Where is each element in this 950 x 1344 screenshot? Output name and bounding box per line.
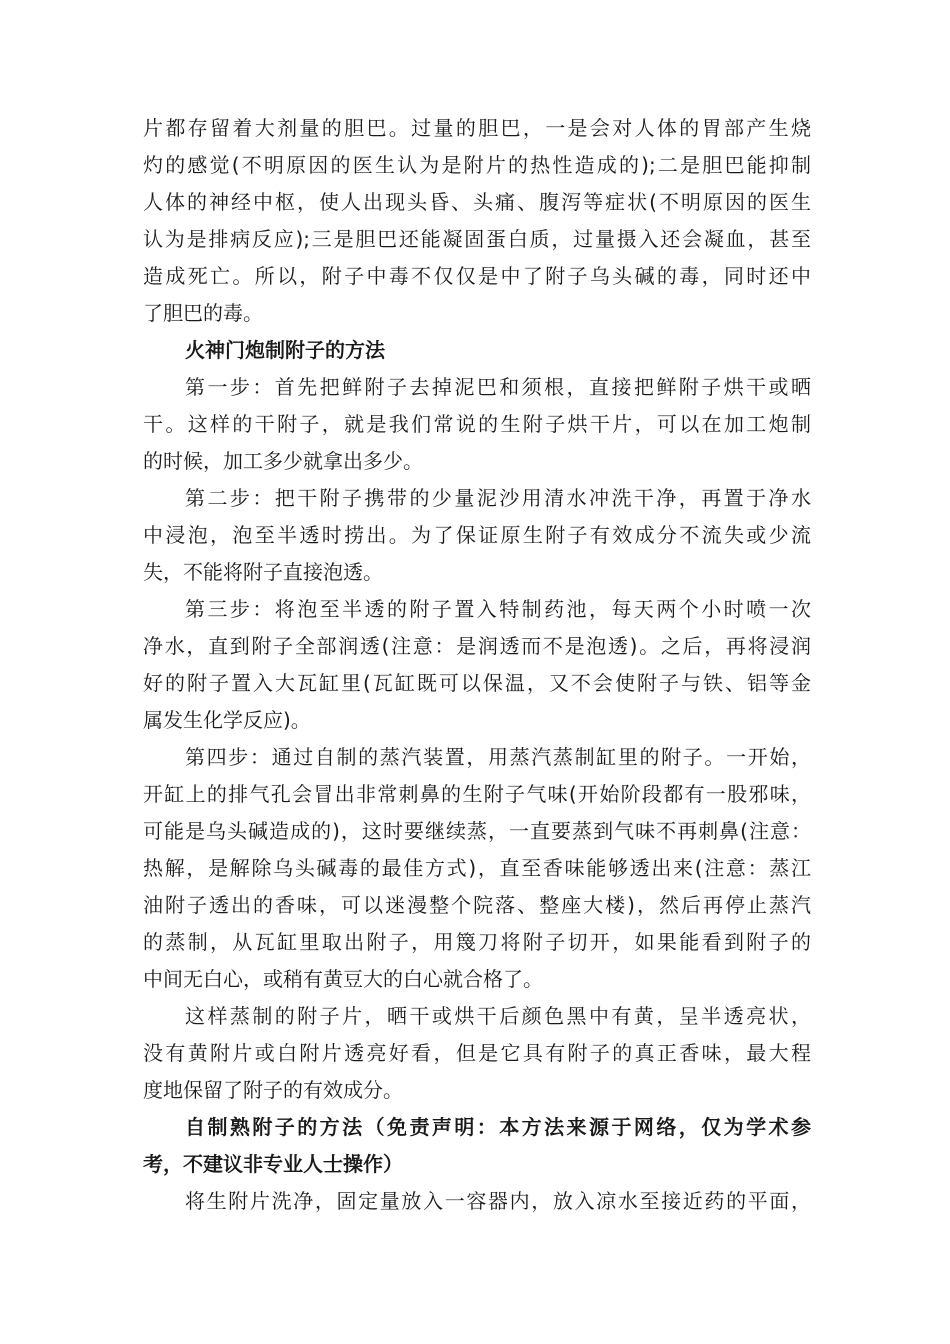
text-line: 了胆巴的毒。 bbox=[143, 301, 263, 325]
text-line: 片都存留着大剂量的胆巴。过量的胆巴，一是会对人体的胃部产生烧 bbox=[143, 116, 811, 140]
text-line: 净水，直到附子全部润透(注意：是润透而不是泡透)。之后，再将浸润 bbox=[143, 634, 811, 658]
paragraph bbox=[143, 369, 811, 480]
paragraph bbox=[143, 739, 811, 998]
text-line: 的蒸制，从瓦缸里取出附子，用篾刀将附子切开，如果能看到附子的 bbox=[143, 930, 811, 954]
text-line: 造成死亡。所以，附子中毒不仅仅是中了附子乌头碱的毒，同时还中 bbox=[143, 264, 811, 288]
text-line: 属发生化学反应)。 bbox=[143, 708, 311, 732]
heading-line: 自制熟附子的方法（免责声明：本方法来源于网络，仅为学术参 bbox=[185, 1115, 811, 1139]
section-heading bbox=[143, 332, 811, 369]
paragraph bbox=[143, 591, 811, 739]
text-line: 将生附片洗净，固定量放入一容器内，放入凉水至接近药的平面， bbox=[185, 1189, 811, 1213]
text-line: 第二步：把干附子携带的少量泥沙用清水冲洗干净，再置于净水 bbox=[185, 486, 811, 510]
text-line: 第四步：通过自制的蒸汽装置，用蒸汽蒸制缸里的附子。一开始， bbox=[185, 745, 811, 769]
text-line: 好的附子置入大瓦缸里(瓦缸既可以保温，又不会使附子与铁、铝等金 bbox=[143, 671, 811, 695]
text-line: 失，不能将附子直接泡透。 bbox=[143, 560, 383, 584]
text-line: 第一步：首先把鲜附子去掉泥巴和须根，直接把鲜附子烘干或晒 bbox=[185, 375, 811, 399]
text-line: 热解，是解除乌头碱毒的最佳方式)，直至香味能够透出来(注意：蒸江 bbox=[143, 856, 811, 880]
paragraph bbox=[143, 110, 811, 332]
text-line: 干。这样的干附子，就是我们常说的生附子烘干片，可以在加工炮制 bbox=[143, 412, 811, 436]
text-line: 油附子透出的香味，可以迷漫整个院落、整座大楼)，然后再停止蒸汽 bbox=[143, 893, 811, 917]
text-line: 第三步：将泡至半透的附子置入特制药池，每天两个小时喷一次 bbox=[185, 597, 811, 621]
text-line: 可能是乌头碱造成的)，这时要继续蒸，一直要蒸到气味不再刺鼻(注意： bbox=[143, 819, 811, 843]
text-line: 度地保留了附子的有效成分。 bbox=[143, 1078, 403, 1102]
text-line: 中间无白心，或稍有黄豆大的白心就合格了。 bbox=[143, 967, 543, 991]
paragraph bbox=[143, 1183, 811, 1220]
text-line: 开缸上的排气孔会冒出非常刺鼻的生附子气味(开始阶段都有一股邪味， bbox=[143, 782, 811, 806]
section-heading bbox=[143, 1109, 811, 1183]
text-line: 灼的感觉(不明原因的医生认为是附片的热性造成的);二是胆巴能抑制 bbox=[143, 153, 811, 177]
text-line: 认为是排病反应);三是胆巴还能凝固蛋白质，过量摄入还会凝血，甚至 bbox=[143, 227, 811, 251]
heading-line: 考，不建议非专业人士操作） bbox=[143, 1152, 403, 1176]
text-line: 中浸泡，泡至半透时捞出。为了保证原生附子有效成分不流失或少流 bbox=[143, 523, 811, 547]
text-line: 的时候，加工多少就拿出多少。 bbox=[143, 449, 423, 473]
text-line: 没有黄附片或白附片透亮好看，但是它具有附子的真正香味，最大程 bbox=[143, 1041, 811, 1065]
document-body bbox=[143, 110, 811, 1220]
text-line: 人体的神经中枢，使人出现头昏、头痛、腹泻等症状(不明原因的医生 bbox=[143, 190, 811, 214]
paragraph bbox=[143, 998, 811, 1109]
text-line: 这样蒸制的附子片，晒干或烘干后颜色黑中有黄，呈半透亮状， bbox=[185, 1004, 811, 1028]
paragraph bbox=[143, 480, 811, 591]
heading-line: 火神门炮制附子的方法 bbox=[185, 338, 385, 362]
